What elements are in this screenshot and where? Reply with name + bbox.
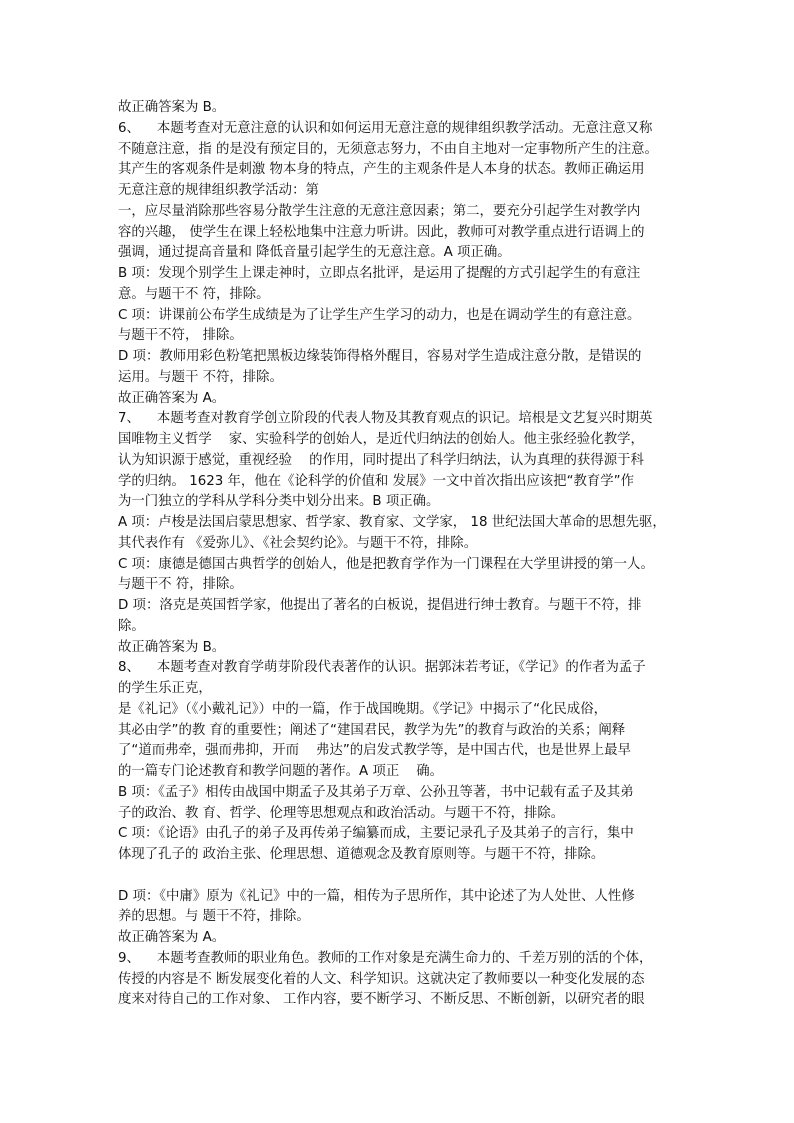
text-line: 与题干不符， 排除。: [118, 328, 243, 344]
text-line: 认为知识源于感觉，重视经验 的作用，同时提出了科学归纳法，认为真理的获得源于科: [118, 452, 644, 468]
blank-line: [118, 866, 688, 887]
text-line: 故正确答案为 A。: [118, 390, 226, 406]
text-line: 其必由学”的教 育的重要性；阐述了“建国君民，教学为先”的教育与政治的关系；阐释: [118, 722, 626, 738]
text-line: 了“道而弗牵，强而弗抑，开而 弗达”的启发式教学等，是中国古代，也是世界上最早: [118, 743, 631, 759]
text-line: 一，应尽量消除那些容易分散学生注意的无意注意因素；第二，要充分引起学生对教学内: [118, 203, 641, 219]
text-line: 9、 本题考查教师的职业角色。教师的工作对象是充满生命力的、千差万别的活的个体，: [118, 950, 653, 966]
text-line: C 项：《论语》由孔子的弟子及再传弟子编纂而成，主要记录孔子及其弟子的言行，集中: [118, 826, 634, 842]
text-line: 故正确答案为 B。: [118, 100, 226, 115]
text-line: 养的思想。与 题干不符，排除。: [118, 909, 310, 925]
text-line: C 项：讲课前公布学生成绩是为了让学生产生学习的动力，也是在调动学生的有意注意。: [118, 307, 641, 323]
text-line: A 项：卢梭是法国启蒙思想家、哲学家、教育家、文学家， 18 世纪法国大革命的思想先驱，: [118, 515, 666, 530]
text-line: 运用。与题干 不符，排除。: [118, 369, 283, 385]
text-line: 的一篇专门论述教育和教学问题的著作。A 项正 确。: [118, 764, 444, 779]
text-line: 是《礼记》（《小戴礼记》）中的一篇，作于战国晚期。《学记》中揭示了“化民成俗，: [118, 701, 607, 717]
text-line: 子的政治、教 育、哲学、伦理等思想观点和政治活动。与题干不符，排除。: [118, 805, 565, 821]
text-line: 其代表作有 《爱弥儿》、《社会契约论》。与题干不符，排除。: [118, 535, 478, 551]
text-line: 体现了孔子的 政治主张、伦理思想、道德观念及教育原则等。与题干不符，排除。: [118, 847, 605, 862]
text-line: 其产生的客观条件是刺激 物本身的特点，产生的主观条件是人本身的状态。教师正确运用: [118, 162, 645, 178]
text-line: 故正确答案为 A。: [118, 930, 226, 945]
text-line: 意。与题干不 符，排除。: [118, 286, 270, 302]
text-line: D 项：《中庸》原为《礼记》中的一篇，相传为子思所作，其中论述了为人处世、人性修: [118, 888, 635, 904]
text-line: 度来对待自己的工作对象、 工作内容，要不断学习、不断反思、不断创新，以研究者的眼: [118, 992, 645, 1008]
text-line: 学的归纳。 1623 年，他在《论科学的价值和 发展》一文中首次指出应该把“教育学”作: [118, 473, 635, 489]
text-line: B 项：《孟子》相传由战国中期孟子及其弟子万章、公孙丑等著，书中记载有孟子及其弟: [118, 784, 634, 800]
text-line: 与题干不 符，排除。: [118, 577, 243, 593]
text-line: 无意注意的规律组织教学活动：第: [118, 183, 319, 198]
text-line: B 项：发现个别学生上课走神时，立即点名批评，是运用了提醒的方式引起学生的有意注: [118, 266, 641, 281]
text-line: 8、 本题考查对教育学萌芽阶段代表著作的认识。据郭沫若考证，《学记》的作者为孟子: [118, 660, 646, 676]
text-line: 强调，通过提高音量和 降低音量引起学生的无意注意。A 项正确。: [118, 245, 511, 261]
text-line: 为一门独立的学科从学科分类中划分出来。B 项正确。: [118, 494, 440, 510]
text-line: 国唯物主义哲学 家、实验科学的创始人，是近代归纳法的创始人。他主张经验化教学，: [118, 432, 644, 447]
text-line: D 项：教师用彩色粉笔把黑板边缘装饰得格外醒目，容易对学生造成注意分散，是错误的: [118, 349, 642, 364]
text-line: 容的兴趣， 使学生在课上轻松地集中注意力听讲。因此，教师可对教学重点进行语调上的: [118, 224, 645, 240]
text-line: 6、 本题考查对无意注意的认识和如何运用无意注意的规律组织教学活动。无意注意又称: [118, 120, 653, 136]
text-line: 除。: [118, 618, 145, 634]
document-page: [118, 98, 688, 1011]
text-line: 的学生乐正克，: [118, 681, 212, 696]
text-line: 传授的内容是不 断发展变化着的人文、科学知识。这就决定了教师要以一种变化发展的态: [118, 971, 645, 987]
text-line: 不随意注意，指 的是没有预定目的，无须意志努力，不由自主地对一定事物所产生的注意。: [118, 141, 658, 157]
text-line: D 项：洛克是英国哲学家，他提出了著名的白板说，提倡进行绅士教育。与题干不符，排: [118, 598, 642, 613]
text-line: 7、 本题考查对教育学创立阶段的代表人物及其教育观点的识记。培根是文艺复兴时期英: [118, 411, 653, 427]
text-line: C 项：康德是德国古典哲学的创始人，他是把教育学作为一门课程在大学里讲授的第一人。: [118, 556, 654, 572]
text-line: 故正确答案为 B。: [118, 639, 226, 655]
